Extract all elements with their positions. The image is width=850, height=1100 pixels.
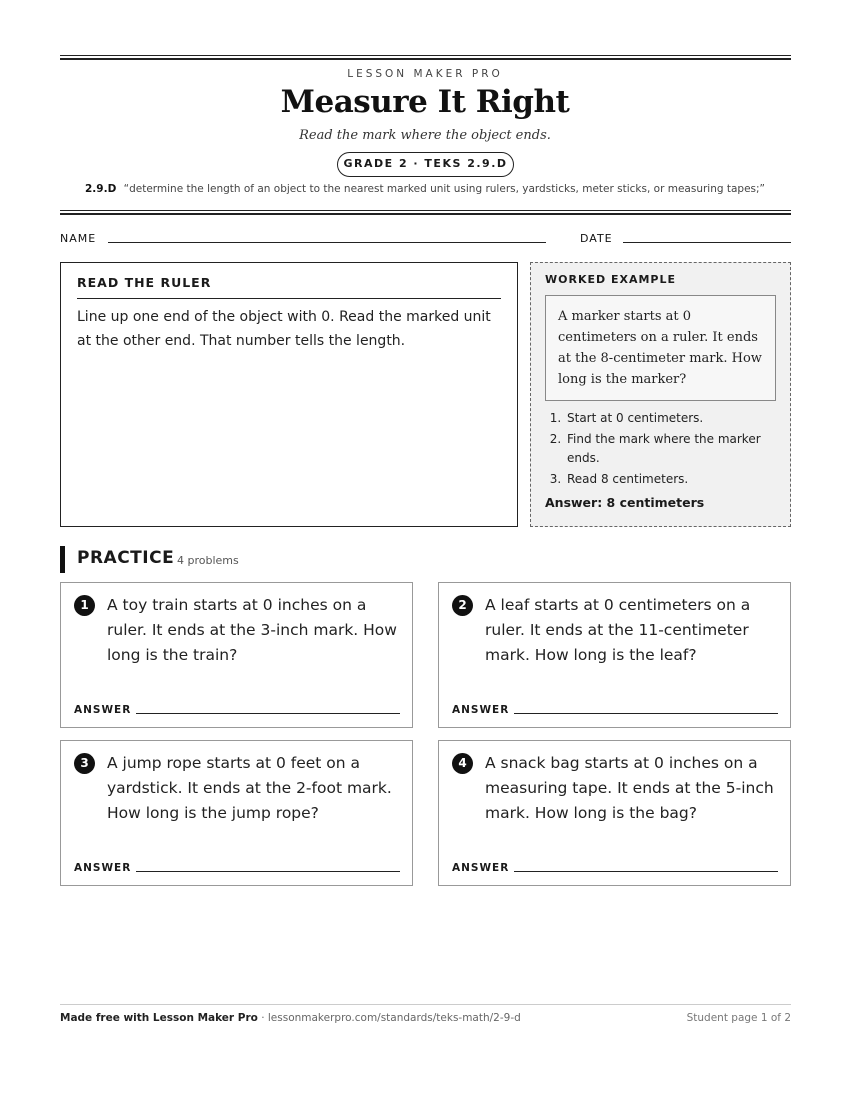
problem-text: A toy train starts at 0 inches on a ruler. It ends at the 3-inch mark. How long is the train? xyxy=(107,596,397,664)
footer-rule xyxy=(60,1004,791,1005)
page-title: Measure It Right xyxy=(280,84,570,120)
problem-number-badge: 2 xyxy=(452,595,473,616)
problem-number-badge: 1 xyxy=(74,595,95,616)
answer-label: ANSWER xyxy=(74,862,132,874)
answer-field[interactable] xyxy=(136,713,400,714)
standard-text: “determine the length of an object to the nearest marked unit using rulers, yardsticks, meter sticks, or measuring tapes;” xyxy=(123,183,765,195)
worked-example-problem: A marker starts at 0 centimeters on a ruler. It ends at the 8-centimeter mark. How long is the marker? xyxy=(545,295,776,401)
answer-field[interactable] xyxy=(136,871,400,872)
worked-example-steps xyxy=(565,409,776,489)
answer-field[interactable] xyxy=(514,713,778,714)
date-label: DATE xyxy=(580,232,613,245)
read-the-ruler-text: Line up one end of the object with 0. Read the marked unit at the other end. That number tells the length. xyxy=(77,309,491,349)
footer-credit xyxy=(60,1012,521,1024)
problem-number-badge: 4 xyxy=(452,753,473,774)
footer-page-number: Student page 1 of 2 xyxy=(686,1012,791,1024)
standard-description xyxy=(0,183,850,195)
worked-example-heading: WORKED EXAMPLE xyxy=(545,273,676,286)
problem-card-1 xyxy=(60,582,413,728)
answer-label: ANSWER xyxy=(74,704,132,716)
problem-card-2 xyxy=(438,582,791,728)
practice-count: 4 problems xyxy=(177,554,239,567)
problem-text: A leaf starts at 0 centimeters on a ruler. It ends at the 11-centimeter mark. How long is the leaf? xyxy=(485,596,751,664)
worked-example-answer: Answer: 8 centimeters xyxy=(545,495,705,510)
footer-url[interactable]: lessonmakerpro.com/standards/teks-math/2-9-d xyxy=(267,1012,521,1024)
header-bottom-rule xyxy=(60,210,791,211)
worked-step: 3. Read 8 centimeters. xyxy=(565,470,776,489)
answer-field[interactable] xyxy=(514,871,778,872)
answer-label: ANSWER xyxy=(452,704,510,716)
problem-number-badge: 3 xyxy=(74,753,95,774)
problem-card-4 xyxy=(438,740,791,886)
problem-text: A snack bag starts at 0 inches on a measuring tape. It ends at the 5-inch mark. How long is the bag? xyxy=(485,754,774,822)
practice-heading: PRACTICE xyxy=(77,548,175,568)
grade-badge: GRADE 2 · TEKS 2.9.D xyxy=(337,152,514,177)
worked-example-card xyxy=(530,262,791,527)
footer-separator: · xyxy=(257,1012,268,1024)
name-field[interactable] xyxy=(108,242,546,243)
name-label: NAME xyxy=(60,232,97,245)
footer-made-with: Made free with Lesson Maker Pro xyxy=(60,1012,258,1024)
problem-card-3 xyxy=(60,740,413,886)
standard-code: 2.9.D xyxy=(84,183,117,195)
answer-label: ANSWER xyxy=(452,862,510,874)
worked-step: 2. Find the mark where the marker ends. xyxy=(565,430,776,468)
header-top-rule xyxy=(60,55,791,56)
read-the-ruler-heading: READ THE RULER xyxy=(77,275,501,299)
practice-accent-bar xyxy=(60,546,65,573)
date-field[interactable] xyxy=(623,242,791,243)
brand-name: LESSON MAKER PRO xyxy=(347,68,503,80)
read-the-ruler-card xyxy=(60,262,518,527)
worked-step: 1. Start at 0 centimeters. xyxy=(565,409,776,428)
problem-text: A jump rope starts at 0 feet on a yardstick. It ends at the 2-foot mark. How long is the jump rope? xyxy=(107,754,392,822)
page-subtitle: Read the mark where the object ends. xyxy=(299,128,551,143)
